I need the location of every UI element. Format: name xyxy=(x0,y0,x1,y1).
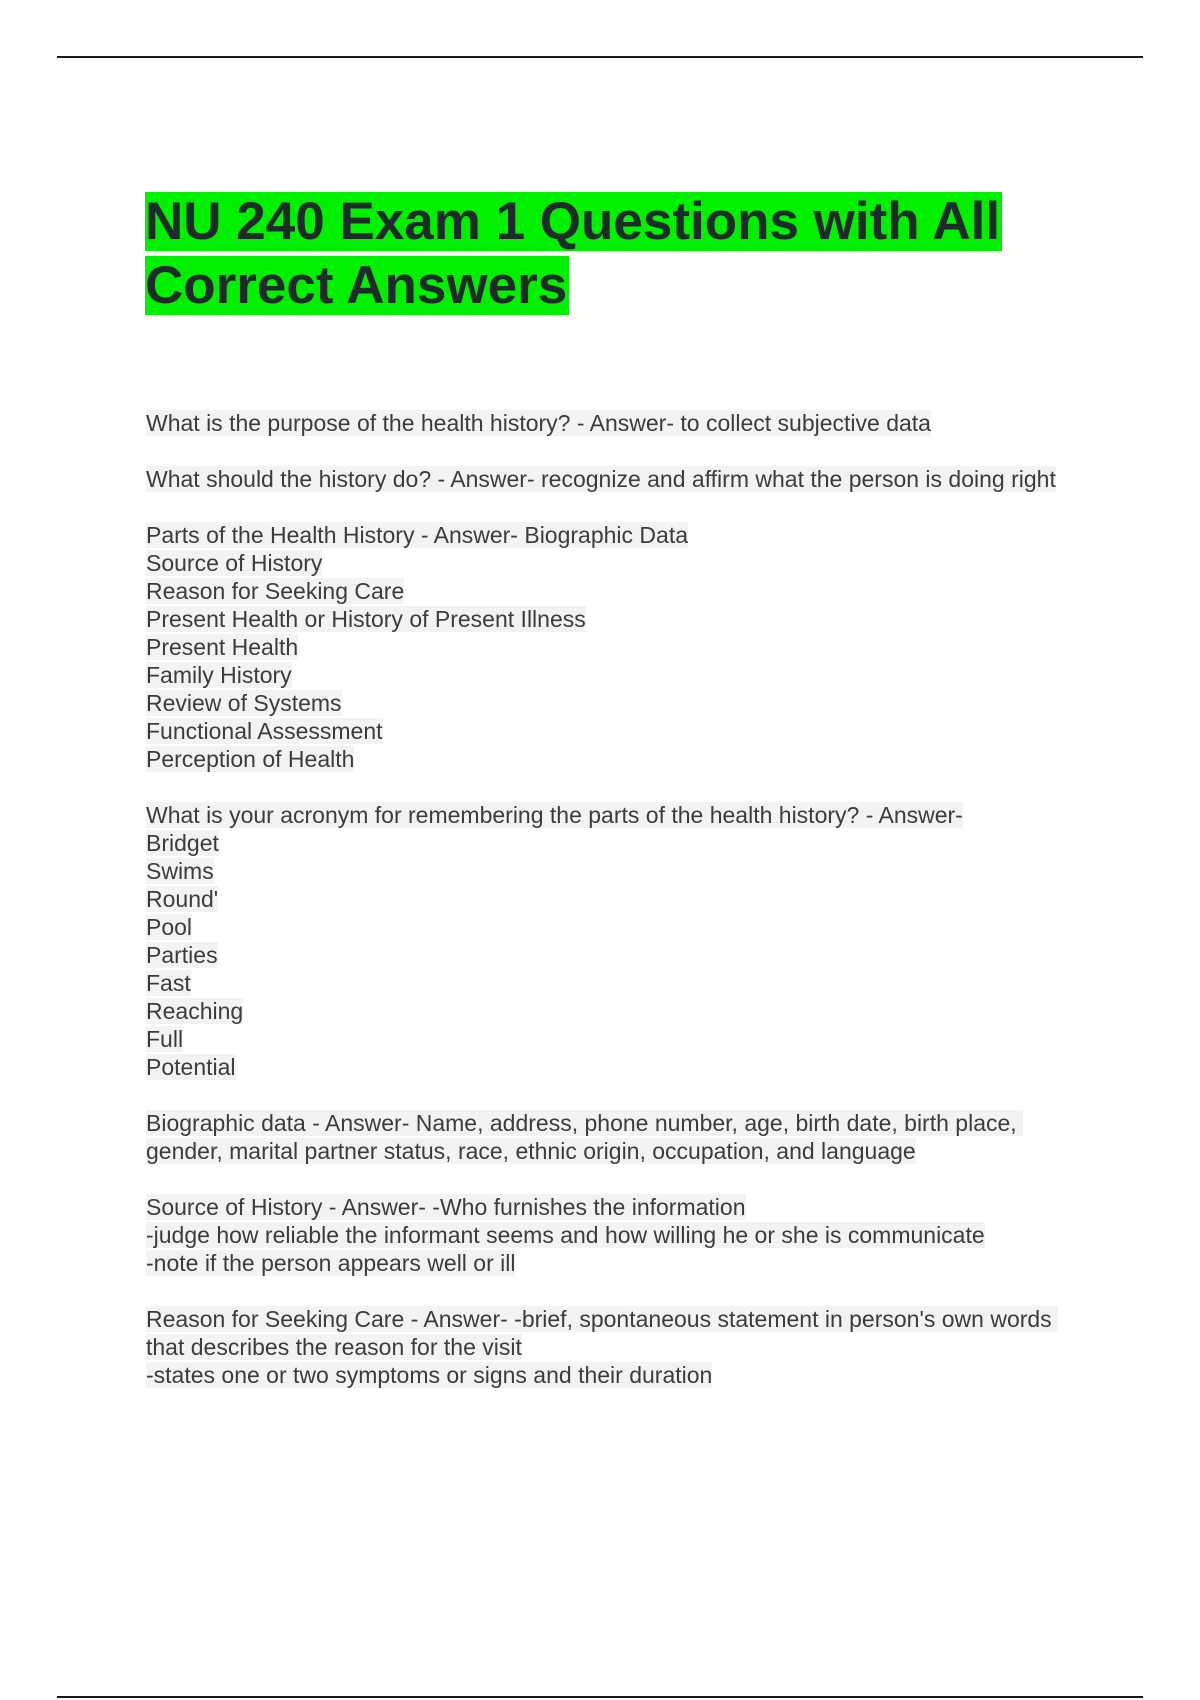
qa-line: Source of History xyxy=(146,550,323,576)
bottom-rule xyxy=(57,1696,1143,1698)
qa-line: -note if the person appears well or ill xyxy=(146,1250,516,1276)
qa-line: Parties xyxy=(146,942,218,968)
qa-item xyxy=(146,465,1076,493)
qa-line: Swims xyxy=(146,858,214,884)
qa-line: Bridget xyxy=(146,830,219,856)
qa-item xyxy=(146,1193,1076,1277)
qa-line: Parts of the Health History - Answer- Biographic Data xyxy=(146,522,689,548)
qa-line: Pool xyxy=(146,914,193,940)
qa-list xyxy=(146,409,1076,1417)
top-rule xyxy=(57,56,1143,58)
qa-item xyxy=(146,1305,1076,1389)
qa-line: Present Health xyxy=(146,634,299,660)
qa-item xyxy=(146,521,1076,773)
qa-line: What is the purpose of the health history? - Answer- to collect subjective data xyxy=(146,410,931,436)
qa-line: Perception of Health xyxy=(146,746,355,772)
qa-line: Review of Systems xyxy=(146,690,342,716)
qa-line: Full xyxy=(146,1026,184,1052)
qa-line: Present Health or History of Present Illness xyxy=(146,606,586,632)
qa-line: Reaching xyxy=(146,998,244,1024)
qa-line: Functional Assessment xyxy=(146,718,383,744)
qa-line: Family History xyxy=(146,662,292,688)
qa-line: -judge how reliable the informant seems and how willing he or she is communicate xyxy=(146,1222,985,1248)
qa-line: Reason for Seeking Care xyxy=(146,578,405,604)
qa-line: Reason for Seeking Care - Answer- -brief, spontaneous statement in person's own words that describes the reason for the visit xyxy=(146,1306,1059,1360)
qa-line: Source of History - Answer- -Who furnishes the information xyxy=(146,1194,746,1220)
qa-item xyxy=(146,409,1076,437)
title-highlight: NU 240 Exam 1 Questions with All Correct Answers xyxy=(145,192,1001,315)
qa-line: Potential xyxy=(146,1054,236,1080)
qa-line: Round' xyxy=(146,886,219,912)
qa-line: Fast xyxy=(146,970,191,996)
qa-line: -states one or two symptoms or signs and their duration xyxy=(146,1362,713,1388)
document-title xyxy=(145,190,1075,318)
qa-line: Biographic data - Answer- Name, address, phone number, age, birth date, birth place, gender, marital partner status, race, ethnic origin, occupation, and language xyxy=(146,1110,1024,1164)
qa-line: What is your acronym for remembering the parts of the health history? - Answer- xyxy=(146,802,963,828)
qa-line: What should the history do? - Answer- recognize and affirm what the person is doing right xyxy=(146,466,1056,492)
qa-item xyxy=(146,1109,1076,1165)
qa-item xyxy=(146,801,1076,1081)
